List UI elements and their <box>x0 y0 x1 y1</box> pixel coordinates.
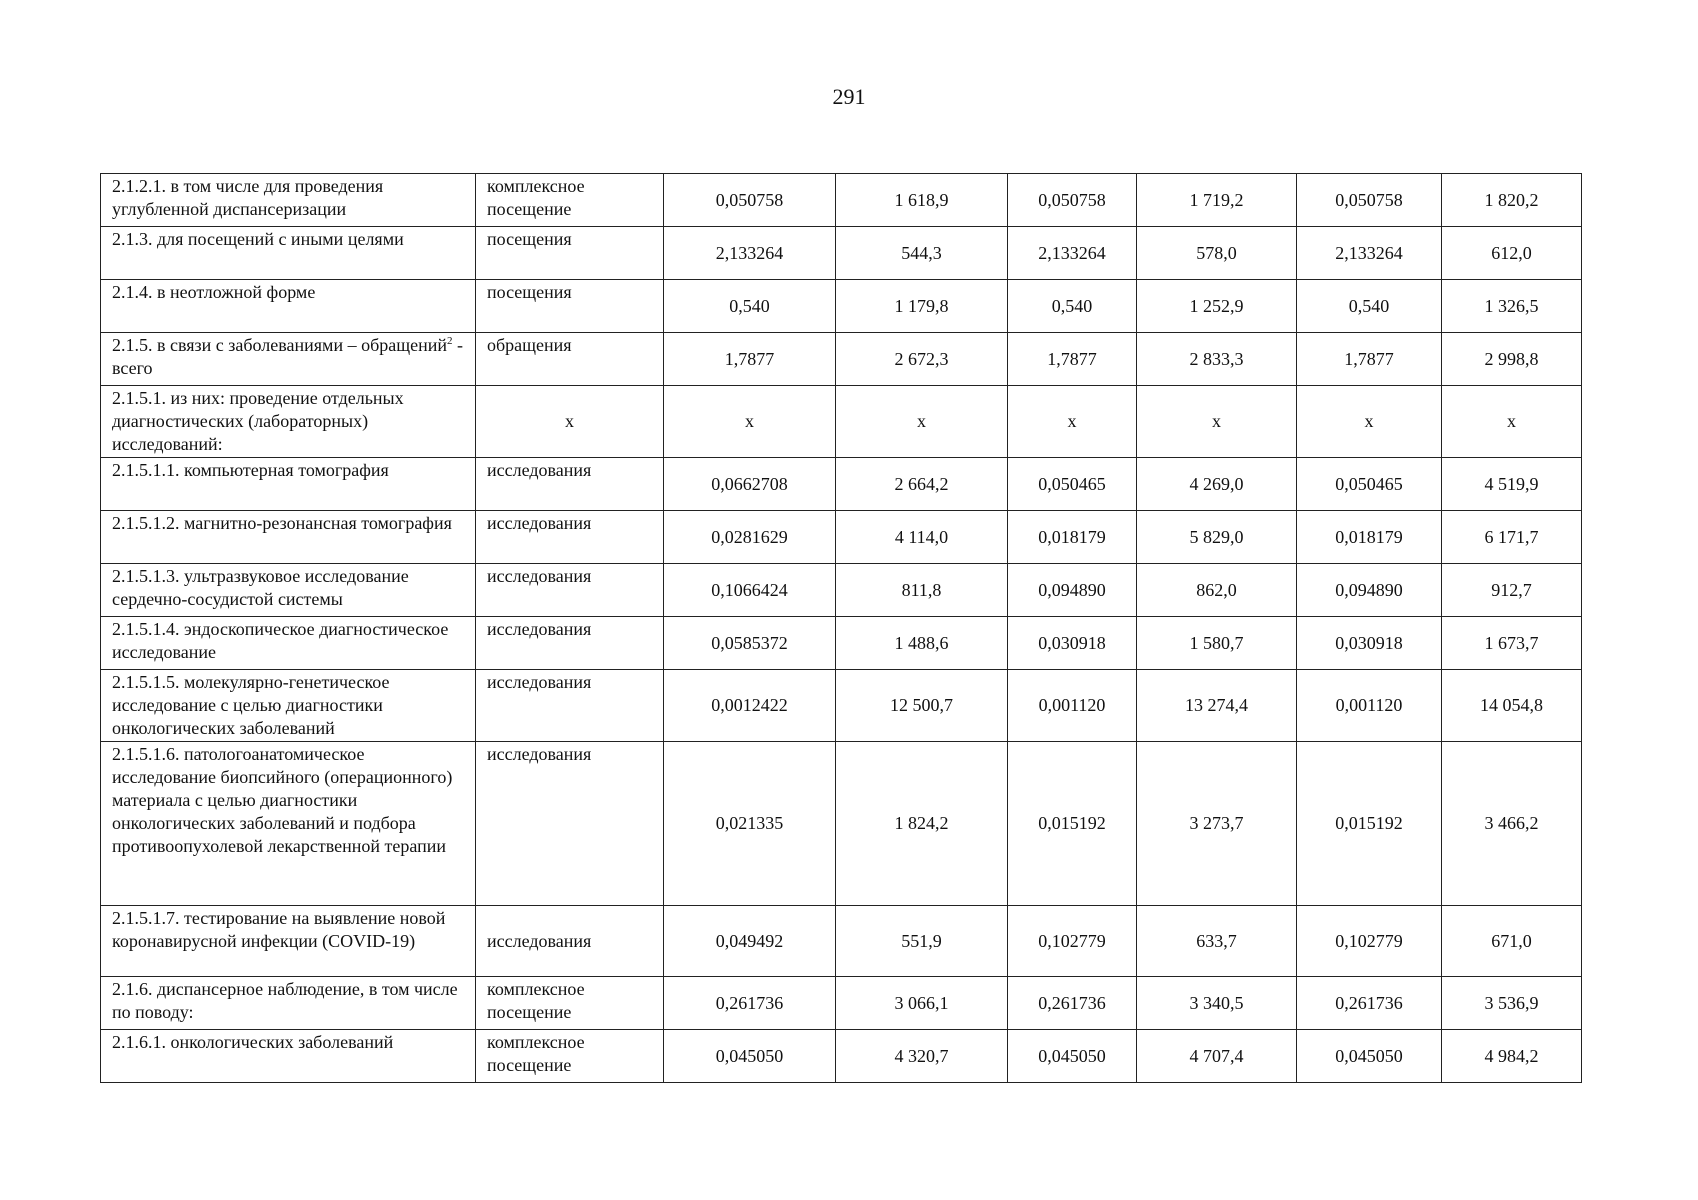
row-unit: посещения <box>476 227 664 280</box>
value-cell: 0,0585372 <box>664 617 836 670</box>
value-cell: 2 664,2 <box>836 458 1008 511</box>
table-row <box>101 174 1582 227</box>
value-cell: 0,045050 <box>664 1030 836 1083</box>
value-cell: 0,261736 <box>1297 977 1442 1030</box>
row-unit: комплексное посещение <box>476 977 664 1030</box>
row-name: 2.1.3. для посещений с иными целями <box>101 227 476 280</box>
row-name: 2.1.2.1. в том числе для проведения углубленной диспансеризации <box>101 174 476 227</box>
value-cell: 0,015192 <box>1008 742 1137 906</box>
value-cell: х <box>1008 386 1137 458</box>
value-cell: 2,133264 <box>1297 227 1442 280</box>
value-cell: 811,8 <box>836 564 1008 617</box>
value-cell: 1 252,9 <box>1137 280 1297 333</box>
value-cell: 0,050758 <box>664 174 836 227</box>
value-cell: 0,540 <box>1008 280 1137 333</box>
value-cell: 4 114,0 <box>836 511 1008 564</box>
row-unit: исследования <box>476 564 664 617</box>
value-cell: 3 340,5 <box>1137 977 1297 1030</box>
value-cell: 1 580,7 <box>1137 617 1297 670</box>
value-cell: 1,7877 <box>1297 333 1442 386</box>
row-name: 2.1.5.1.4. эндоскопическое диагностическое исследование <box>101 617 476 670</box>
table-row <box>101 742 1582 906</box>
row-unit: исследования <box>476 906 664 977</box>
value-cell: 2 672,3 <box>836 333 1008 386</box>
row-name: 2.1.5.1.6. патологоанатомическое исследование биопсийного (операционного) материала с целью диагностики онкологических заболеваний и подбора противоопухолевой лекарственной терапии <box>101 742 476 906</box>
value-cell: 1,7877 <box>664 333 836 386</box>
value-cell: 3 536,9 <box>1442 977 1582 1030</box>
value-cell: 0,0662708 <box>664 458 836 511</box>
row-unit: исследования <box>476 458 664 511</box>
value-cell: 0,540 <box>1297 280 1442 333</box>
value-cell: 2,133264 <box>1008 227 1137 280</box>
row-name: 2.1.5.1.2. магнитно-резонансная томография <box>101 511 476 564</box>
row-unit: исследования <box>476 670 664 742</box>
value-cell: х <box>1442 386 1582 458</box>
value-cell: 4 519,9 <box>1442 458 1582 511</box>
table-row <box>101 227 1582 280</box>
value-cell: 0,050465 <box>1008 458 1137 511</box>
row-unit: комплексное посещение <box>476 174 664 227</box>
value-cell: 4 269,0 <box>1137 458 1297 511</box>
row-name: 2.1.5.1.7. тестирование на выявление новой коронавирусной инфекции (COVID-19) <box>101 906 476 977</box>
value-cell: 0,0281629 <box>664 511 836 564</box>
table-row <box>101 333 1582 386</box>
footnote-mark: 2 <box>446 335 453 347</box>
value-cell: 0,1066424 <box>664 564 836 617</box>
value-cell: 2 998,8 <box>1442 333 1582 386</box>
row-unit: посещения <box>476 280 664 333</box>
value-cell: 0,001120 <box>1297 670 1442 742</box>
row-name: 2.1.6. диспансерное наблюдение, в том числе по поводу: <box>101 977 476 1030</box>
value-cell: 0,018179 <box>1008 511 1137 564</box>
value-cell: 4 707,4 <box>1137 1030 1297 1083</box>
row-name: 2.1.5.1.3. ультразвуковое исследование сердечно-сосудистой системы <box>101 564 476 617</box>
value-cell: 1,7877 <box>1008 333 1137 386</box>
value-cell: 0,018179 <box>1297 511 1442 564</box>
value-cell: х <box>1297 386 1442 458</box>
value-cell: 5 829,0 <box>1137 511 1297 564</box>
value-cell: 0,015192 <box>1297 742 1442 906</box>
table-row <box>101 670 1582 742</box>
value-cell: 633,7 <box>1137 906 1297 977</box>
value-cell: 0,050758 <box>1008 174 1137 227</box>
table-row <box>101 977 1582 1030</box>
value-cell: 0,094890 <box>1297 564 1442 617</box>
value-cell: 3 066,1 <box>836 977 1008 1030</box>
value-cell: 14 054,8 <box>1442 670 1582 742</box>
value-cell: 0,045050 <box>1297 1030 1442 1083</box>
row-unit: исследования <box>476 511 664 564</box>
value-cell: 0,001120 <box>1008 670 1137 742</box>
value-cell: 1 179,8 <box>836 280 1008 333</box>
value-cell: 1 824,2 <box>836 742 1008 906</box>
table-row <box>101 511 1582 564</box>
value-cell: 671,0 <box>1442 906 1582 977</box>
value-cell: 0,050758 <box>1297 174 1442 227</box>
row-unit: комплексное посещение <box>476 1030 664 1083</box>
value-cell: 0,261736 <box>664 977 836 1030</box>
table-row <box>101 564 1582 617</box>
row-unit: исследования <box>476 617 664 670</box>
value-cell: 0,030918 <box>1297 617 1442 670</box>
value-cell: 862,0 <box>1137 564 1297 617</box>
value-cell: 0,049492 <box>664 906 836 977</box>
value-cell: 0,102779 <box>1008 906 1137 977</box>
value-cell: 2 833,3 <box>1137 333 1297 386</box>
table-row <box>101 1030 1582 1083</box>
row-name <box>101 333 476 386</box>
table-row <box>101 386 1582 458</box>
value-cell: 578,0 <box>1137 227 1297 280</box>
row-name: 2.1.4. в неотложной форме <box>101 280 476 333</box>
value-cell: 0,102779 <box>1297 906 1442 977</box>
value-cell: 0,0012422 <box>664 670 836 742</box>
value-cell: 0,021335 <box>664 742 836 906</box>
value-cell: х <box>664 386 836 458</box>
value-cell: х <box>1137 386 1297 458</box>
value-cell: 1 820,2 <box>1442 174 1582 227</box>
value-cell: 1 326,5 <box>1442 280 1582 333</box>
table-row <box>101 906 1582 977</box>
value-cell: 1 719,2 <box>1137 174 1297 227</box>
value-cell: 0,540 <box>664 280 836 333</box>
table-row <box>101 617 1582 670</box>
row-unit: обращения <box>476 333 664 386</box>
value-cell: 912,7 <box>1442 564 1582 617</box>
row-name: 2.1.6.1. онкологических заболеваний <box>101 1030 476 1083</box>
value-cell: 0,050465 <box>1297 458 1442 511</box>
value-cell: 13 274,4 <box>1137 670 1297 742</box>
row-name-main: 2.1.5. в связи с заболеваниями – обращений <box>112 335 447 355</box>
value-cell: х <box>836 386 1008 458</box>
row-name: 2.1.5.1. из них: проведение отдельных диагностических (лабораторных) исследований: <box>101 386 476 458</box>
value-cell: 0,030918 <box>1008 617 1137 670</box>
value-cell: 0,261736 <box>1008 977 1137 1030</box>
value-cell: 2,133264 <box>664 227 836 280</box>
data-table <box>100 173 1582 1083</box>
row-name: 2.1.5.1.5. молекулярно-генетическое исследование с целью диагностики онкологических заболеваний <box>101 670 476 742</box>
value-cell: 12 500,7 <box>836 670 1008 742</box>
value-cell: 6 171,7 <box>1442 511 1582 564</box>
value-cell: 3 273,7 <box>1137 742 1297 906</box>
row-unit: х <box>476 386 664 458</box>
row-unit: исследования <box>476 742 664 906</box>
row-name-tail: - всего <box>112 335 463 378</box>
value-cell: 3 466,2 <box>1442 742 1582 906</box>
value-cell: 0,094890 <box>1008 564 1137 617</box>
value-cell: 1 618,9 <box>836 174 1008 227</box>
value-cell: 0,045050 <box>1008 1030 1137 1083</box>
value-cell: 544,3 <box>836 227 1008 280</box>
value-cell: 4 320,7 <box>836 1030 1008 1083</box>
value-cell: 1 673,7 <box>1442 617 1582 670</box>
table-row <box>101 280 1582 333</box>
table-row <box>101 458 1582 511</box>
value-cell: 612,0 <box>1442 227 1582 280</box>
value-cell: 4 984,2 <box>1442 1030 1582 1083</box>
page-number: 291 <box>832 84 866 109</box>
value-cell: 551,9 <box>836 906 1008 977</box>
value-cell: 1 488,6 <box>836 617 1008 670</box>
row-name: 2.1.5.1.1. компьютерная томография <box>101 458 476 511</box>
